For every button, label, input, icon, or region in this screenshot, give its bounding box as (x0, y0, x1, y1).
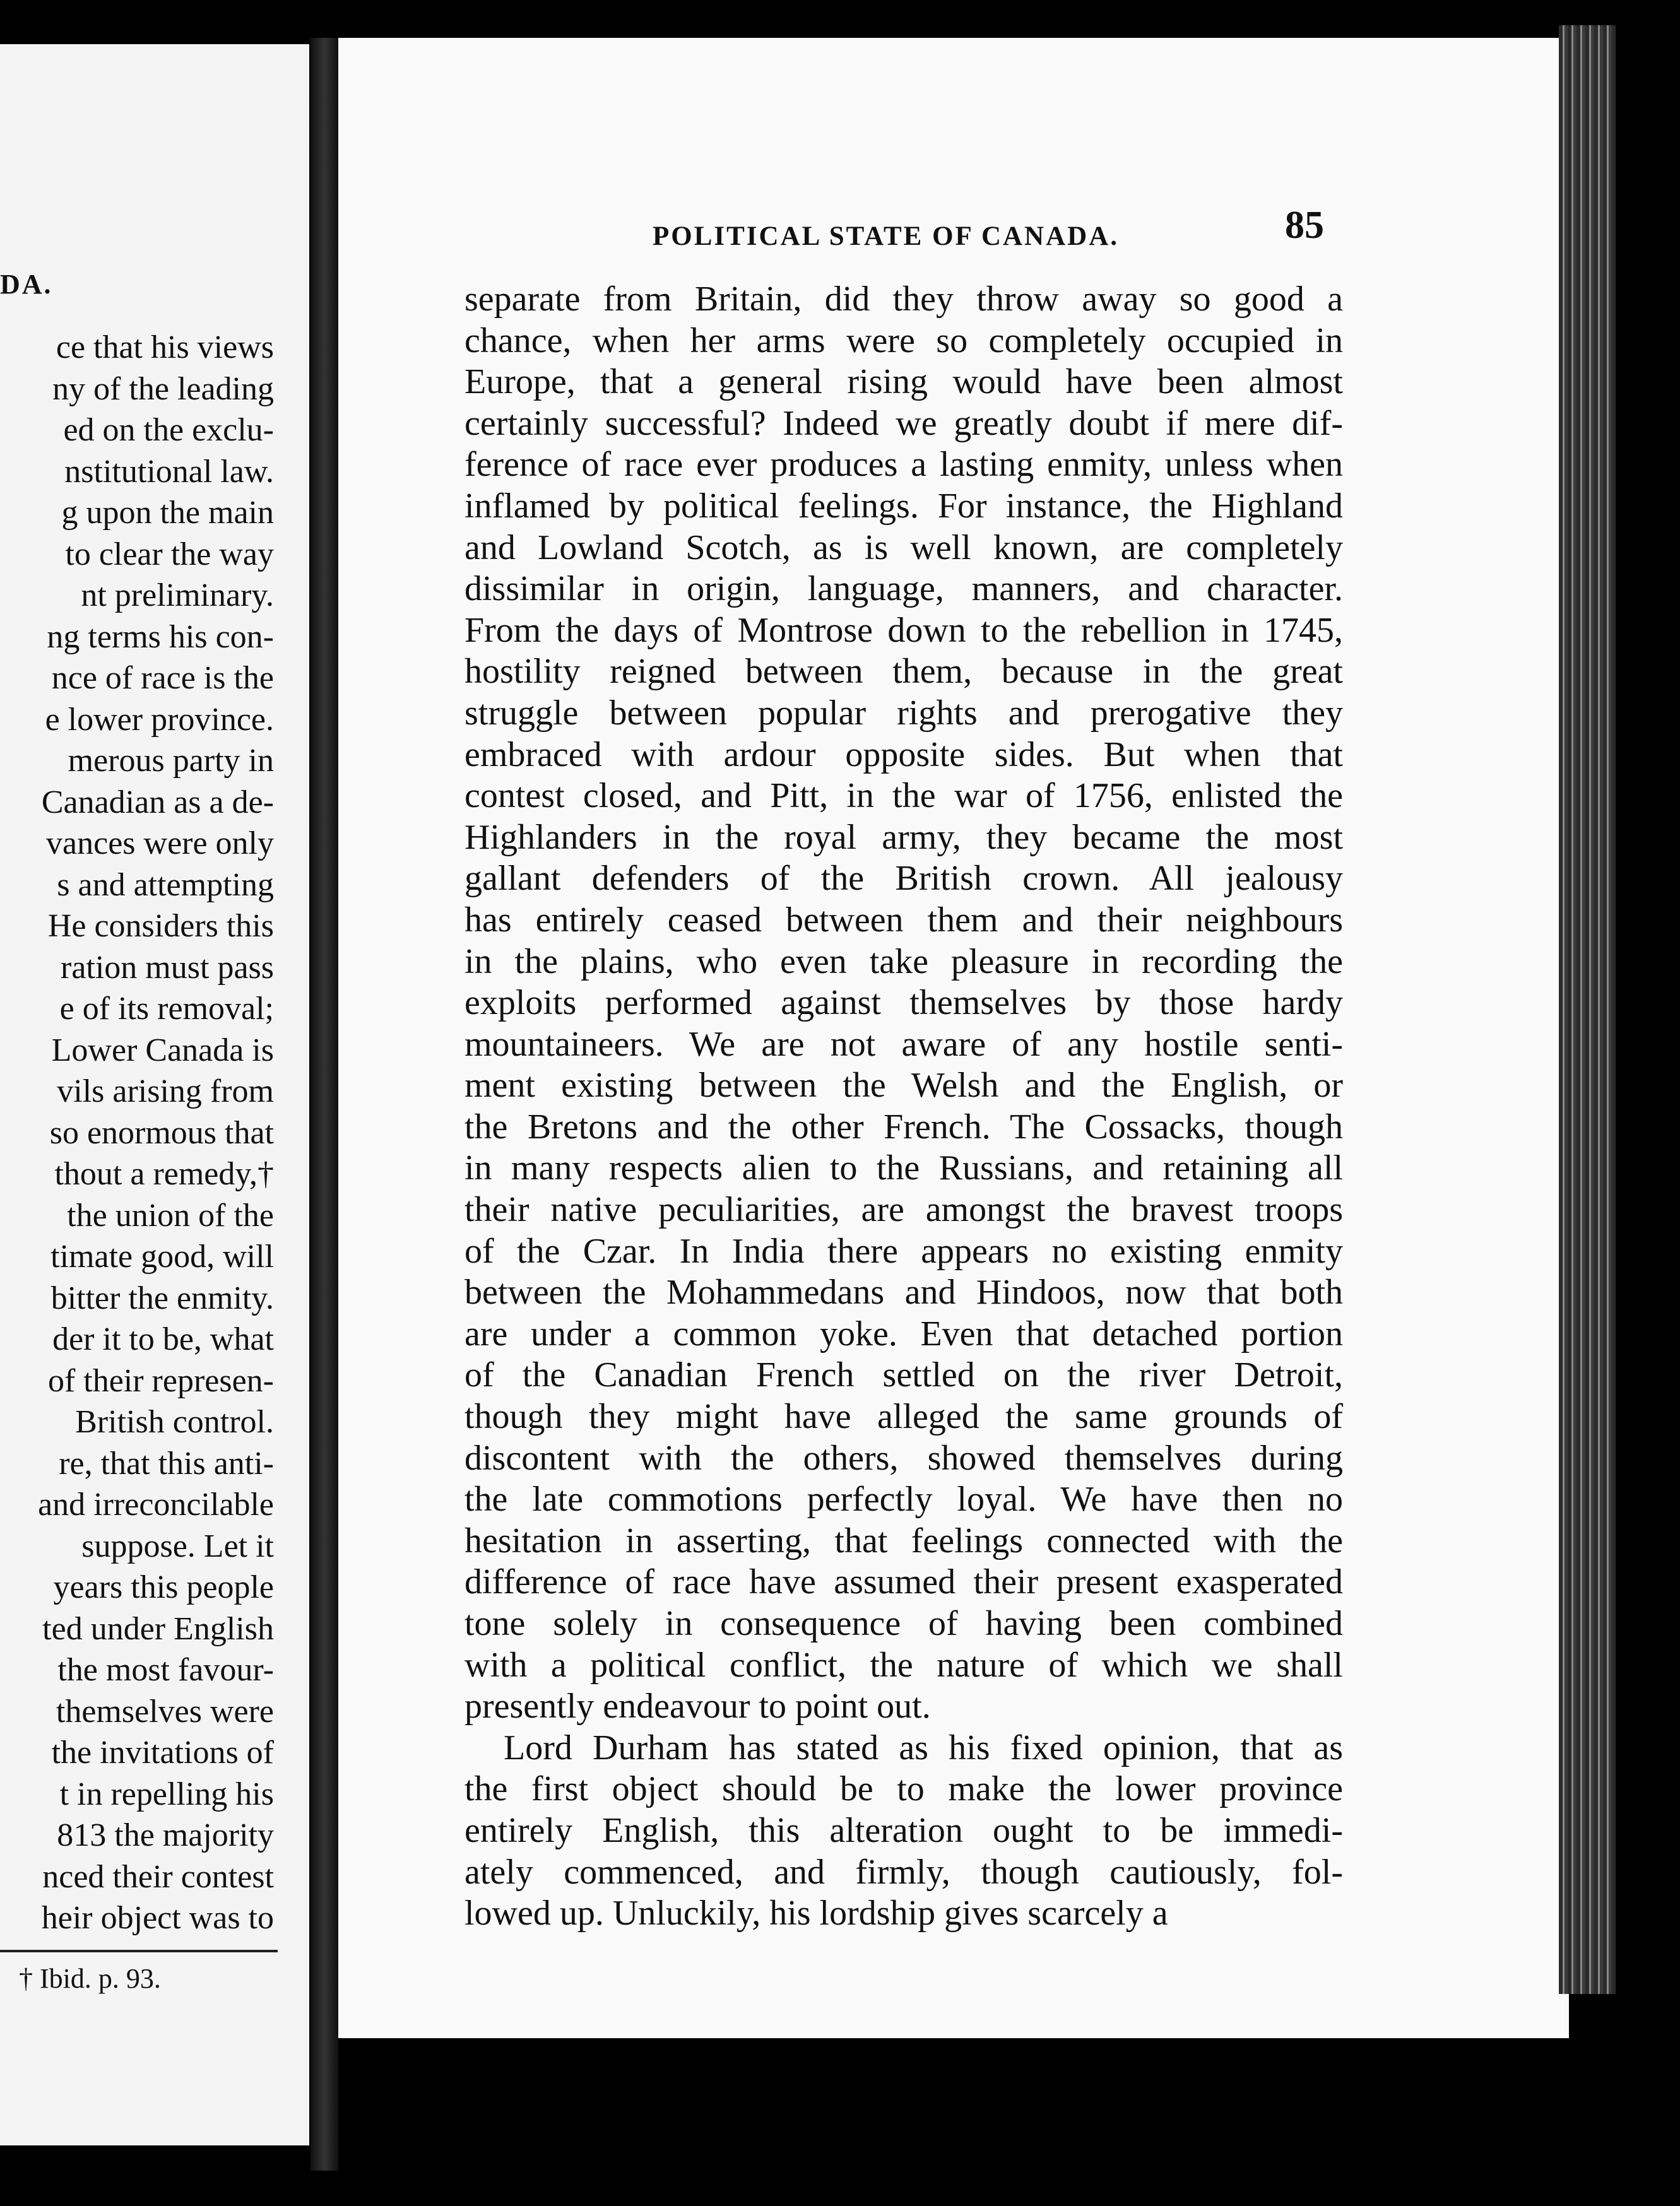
left-text-line: g upon the main (61, 495, 274, 531)
left-text-line: ted under English (42, 1610, 274, 1647)
text-line: ference of race ever produces a lasting enmity, unless when (464, 445, 1343, 485)
text-line: difference of race have assumed their present exasperated (464, 1562, 1343, 1602)
left-running-head: DA. (0, 269, 53, 300)
left-facing-page (0, 44, 309, 2145)
left-text-line: der it to be, what (52, 1321, 274, 1357)
text-line: the Bretons and the other French. The Cossacks, though (464, 1107, 1343, 1147)
left-text-line: to clear the way (65, 536, 274, 572)
text-line: exploits performed against themselves by those hardy (464, 983, 1343, 1023)
text-line: between the Mohammedans and Hindoos, now that both (464, 1273, 1343, 1312)
running-head: POLITICAL STATE OF CANADA. (653, 221, 1120, 251)
left-text-line: Lower Canada is (51, 1032, 274, 1068)
left-text-line: e of its removal; (59, 991, 274, 1027)
main-page (338, 38, 1569, 2038)
text-line: mountaineers. We are not aware of any hostile senti- (464, 1024, 1343, 1064)
book-spine (311, 38, 338, 2171)
left-text-line: e lower province. (45, 701, 274, 738)
text-line: presently endeavour to point out. (464, 1687, 931, 1726)
left-text-line: nstitutional law. (64, 453, 274, 490)
text-line: From the days of Montrose down to the rebellion in 1745, (464, 610, 1343, 650)
text-line: though they might have alleged the same grounds of (464, 1397, 1343, 1437)
footnote-rule (0, 1950, 278, 1952)
left-text-line: ny of the leading (52, 370, 274, 407)
text-line: Highlanders in the royal army, they became the most (464, 817, 1343, 857)
text-line: contest closed, and Pitt, in the war of 1756, enlisted the (464, 776, 1343, 816)
page-number: 85 (1285, 204, 1324, 247)
text-line: Lord Durham has stated as his fixed opinion, that as (504, 1728, 1343, 1767)
text-line: the first object should be to make the lower province (464, 1769, 1343, 1809)
text-line: has entirely ceased between them and their neighbours (464, 900, 1343, 940)
text-line: hostility reigned between them, because in the great (464, 652, 1343, 692)
left-text-line: Canadian as a de- (41, 784, 274, 820)
text-line: struggle between popular rights and prerogative they (464, 693, 1343, 733)
left-text-line: t in repelling his (59, 1776, 274, 1812)
text-line: of the Canadian French settled on the river Detroit, (464, 1355, 1343, 1395)
text-line: tone solely in consequence of having been combined (464, 1604, 1343, 1643)
left-text-line: timate good, will (50, 1239, 274, 1275)
text-line: in many respects alien to the Russians, and retaining all (464, 1148, 1343, 1188)
text-line: dissimilar in origin, language, manners, and character. (464, 569, 1343, 609)
text-line: hesitation in asserting, that feelings connected with the (464, 1521, 1343, 1560)
left-text-line: s and attempting (57, 866, 274, 903)
left-text-line: the invitations of (51, 1735, 274, 1771)
text-line: embraced with ardour opposite sides. But when that (464, 734, 1343, 774)
text-line: certainly successful? Indeed we greatly doubt if mere dif- (464, 403, 1343, 443)
left-text-line: He considers this (47, 908, 274, 944)
text-line: ately commenced, and firmly, though cautiously, fol- (464, 1852, 1343, 1892)
left-text-line: 813 the majority (57, 1817, 274, 1853)
text-line: and Lowland Scotch, as is well known, are completely (464, 528, 1343, 567)
left-text-line: vils arising from (57, 1073, 274, 1109)
left-text-line: bitter the enmity. (50, 1280, 274, 1316)
left-text-line: merous party in (68, 743, 274, 779)
body-text (464, 279, 1343, 1935)
left-text-line: of their represen- (47, 1362, 274, 1399)
left-text-line: ed on the exclu- (63, 412, 274, 448)
left-text-line: vances were only (46, 825, 274, 861)
text-line: their native peculiarities, are amongst the bravest troops (464, 1190, 1343, 1230)
text-line: in the plains, who even take pleasure in recording the (464, 941, 1343, 981)
left-text-line: so enormous that (49, 1114, 274, 1151)
left-text-line: suppose. Let it (81, 1528, 274, 1564)
text-line: of the Czar. In India there appears no existing enmity (464, 1231, 1343, 1271)
text-line: are under a common yoke. Even that detached portion (464, 1314, 1343, 1354)
left-footnote: † Ibid. p. 93. (19, 1963, 161, 1994)
text-line: chance, when her arms were so completely occupied in (464, 321, 1343, 360)
left-text-line: nced their contest (42, 1858, 274, 1895)
left-text-line: heir object was to (41, 1900, 274, 1936)
text-line: Europe, that a general rising would have been almost (464, 362, 1343, 402)
text-line: inflamed by political feelings. For instance, the Highland (464, 486, 1343, 526)
left-text-line: ng terms his con- (47, 618, 274, 655)
left-text-line: the union of the (67, 1197, 274, 1234)
text-line: lowed up. Unluckily, his lordship gives scarcely a (464, 1894, 1168, 1933)
left-text-line: ration must pass (61, 949, 274, 986)
left-text-line: nce of race is the (51, 660, 274, 696)
left-text-line: themselves were (56, 1693, 274, 1730)
left-text-line: ce that his views (56, 329, 274, 365)
left-page-text (0, 327, 274, 1939)
text-line: gallant defenders of the British crown. All jealousy (464, 859, 1343, 899)
text-line: separate from Britain, did they throw away so good a (464, 280, 1343, 319)
left-text-line: years this people (53, 1569, 274, 1605)
text-line: ment existing between the Welsh and the English, or (464, 1066, 1343, 1106)
book-page-edges (1559, 25, 1616, 1994)
left-text-line: the most favour- (57, 1652, 274, 1688)
left-text-line: nt preliminary. (81, 577, 274, 613)
text-line: the late commotions perfectly loyal. We have then no (464, 1480, 1343, 1519)
left-text-line: re, that this anti- (59, 1445, 274, 1482)
text-line: entirely English, this alteration ought to be immedi- (464, 1810, 1343, 1850)
left-text-line: British control. (75, 1404, 274, 1440)
left-text-line: and irreconcilable (38, 1487, 274, 1523)
text-line: discontent with the others, showed themselves during (464, 1438, 1343, 1478)
text-line: with a political conflict, the nature of which we shall (464, 1645, 1343, 1685)
left-text-line: thout a remedy,† (54, 1156, 274, 1192)
